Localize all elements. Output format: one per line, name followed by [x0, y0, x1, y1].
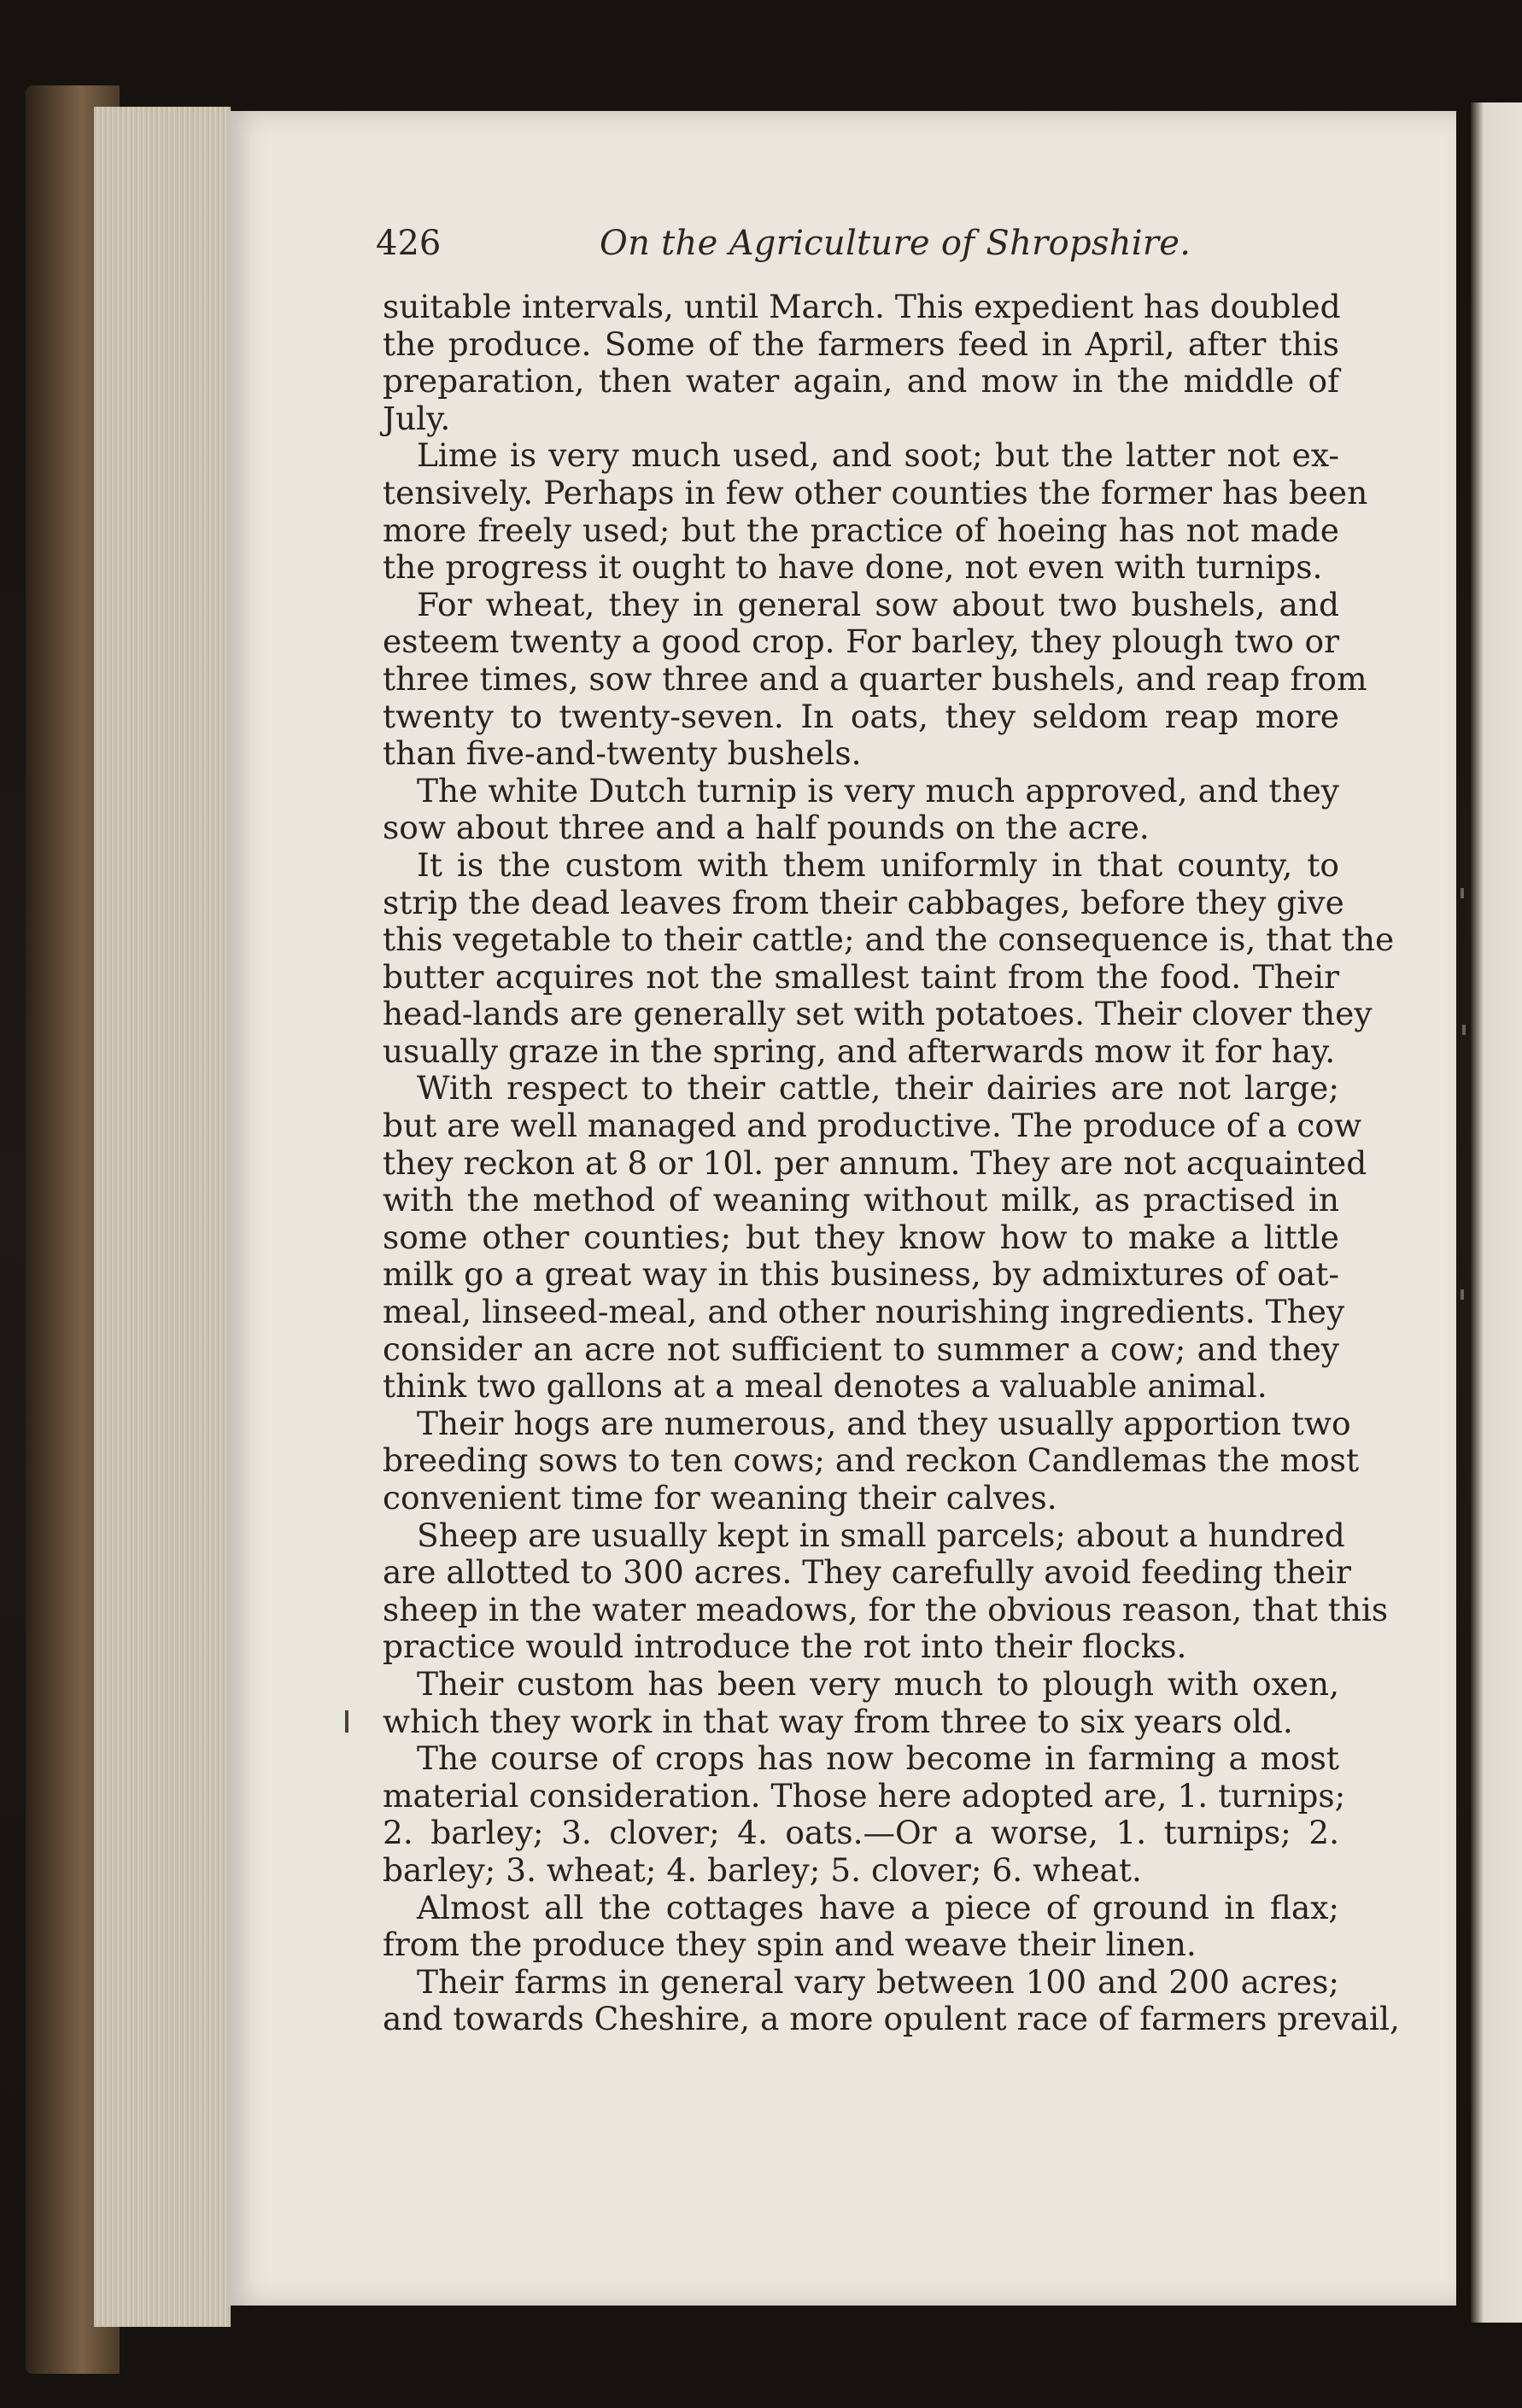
text-line: material consideration. Those here adopted are, 1. turnips; — [383, 1776, 1346, 1815]
text-line: more freely used; but the practice of hoeing has not made — [383, 511, 1339, 549]
page-edges — [94, 107, 231, 2327]
text-line: usually graze in the spring, and afterwards mow it for hay. — [383, 1032, 1336, 1070]
text-line: milk go a great way in this business, by admixtures of oat- — [383, 1255, 1339, 1294]
margin-mark — [1461, 1289, 1464, 1300]
text-line: with the method of weaning without milk, as practised in — [383, 1181, 1339, 1219]
text-line: The course of crops has now become in farming a most — [417, 1739, 1339, 1778]
text-line: tensively. Perhaps in few other counties the former has been — [383, 473, 1368, 511]
text-line: the progress it ought to have done, not even with turnips. — [383, 548, 1323, 587]
text-line: think two gallons at a meal denotes a valuable animal. — [383, 1367, 1267, 1406]
text-line: twenty to twenty-seven. In oats, they seldom reap more — [383, 697, 1339, 735]
text-line: sow about three and a half pounds on the acre. — [383, 809, 1150, 847]
text-line: suitable intervals, until March. This expedient has doubled — [383, 288, 1341, 325]
text-line: than five-and-twenty bushels. — [383, 734, 862, 773]
running-title: On the Agriculture of Shropshire. — [600, 224, 1191, 263]
text-line: preparation, then water again, and mow in the middle of — [383, 362, 1339, 400]
text-line: are allotted to 300 acres. They carefully avoid feeding their — [383, 1553, 1351, 1592]
text-line: Sheep are usually kept in small parcels; about a hundred — [417, 1516, 1345, 1554]
text-line: practice would introduce the rot into their flocks. — [383, 1628, 1187, 1666]
text-line: this vegetable to their cattle; and the consequence is, that the — [383, 921, 1395, 959]
page-number: 426 — [376, 224, 442, 263]
text-line: Lime is very much used, and soot; but the latter not ex- — [417, 436, 1339, 475]
text-line: July. — [383, 399, 451, 437]
text-line: With respect to their cattle, their dairies are not large; — [417, 1069, 1339, 1108]
text-line: which they work in that way from three to six years old. — [383, 1702, 1293, 1740]
text-line: 2. barley; 3. clover; 4. oats.—Or a worse, 1. turnips; 2. — [383, 1814, 1339, 1852]
running-head — [376, 224, 1358, 275]
text-line: the produce. Some of the farmers feed in April, after this — [383, 324, 1339, 363]
text-line: Their farms in general vary between 100 and 200 acres; — [417, 1962, 1339, 2001]
text-line: It is the custom with them uniformly in that county, to — [417, 845, 1339, 884]
text-line: but are well managed and productive. The produce of a cow — [383, 1107, 1362, 1145]
margin-mark — [1461, 888, 1464, 898]
text-line: breeding sows to ten cows; and reckon Candlemas the most — [383, 1441, 1360, 1480]
body-text — [383, 288, 1400, 2038]
text-line: strip the dead leaves from their cabbages, before they give — [383, 883, 1344, 921]
text-line: convenient time for weaning their calves. — [383, 1479, 1057, 1517]
facing-page-edge — [1471, 102, 1522, 2323]
text-line: from the produce they spin and weave their linen. — [383, 1926, 1197, 1964]
text-line: consider an acre not sufficient to summer a cow; and they — [383, 1330, 1339, 1368]
text-line: head-lands are generally set with potatoes. Their clover they — [383, 995, 1373, 1033]
text-line: Their hogs are numerous, and they usually apportion two — [417, 1404, 1351, 1442]
text-line: and towards Cheshire, a more opulent race of farmers prevail, — [383, 2000, 1400, 2038]
text-line: sheep in the water meadows, for the obvious reason, that this — [383, 1590, 1389, 1628]
text-line: butter acquires not the smallest taint from the food. Their — [383, 957, 1339, 996]
text-line: For wheat, they in general sow about two bushels, and — [417, 585, 1339, 623]
text-line: barley; 3. wheat; 4. barley; 5. clover; 6. wheat. — [383, 1850, 1142, 1889]
text-line: Almost all the cottages have a piece of ground in flax; — [417, 1888, 1339, 1926]
text-line: esteem twenty a good crop. For barley, they plough two or — [383, 622, 1339, 661]
text-line: three times, sow three and a quarter bushels, and reap from — [383, 659, 1367, 698]
text-line: The white Dutch turnip is very much approved, and they — [417, 771, 1339, 809]
margin-mark — [1462, 1025, 1466, 1035]
text-line: Their custom has been very much to plough with oxen, — [417, 1664, 1339, 1703]
text-line: some other counties; but they know how to make a little — [383, 1218, 1339, 1256]
text-line: meal, linseed-meal, and other nourishing ingredients. They — [383, 1293, 1345, 1331]
text-line: they reckon at 8 or 10l. per annum. They are not acquainted — [383, 1143, 1367, 1182]
margin-mark — [345, 1710, 348, 1733]
